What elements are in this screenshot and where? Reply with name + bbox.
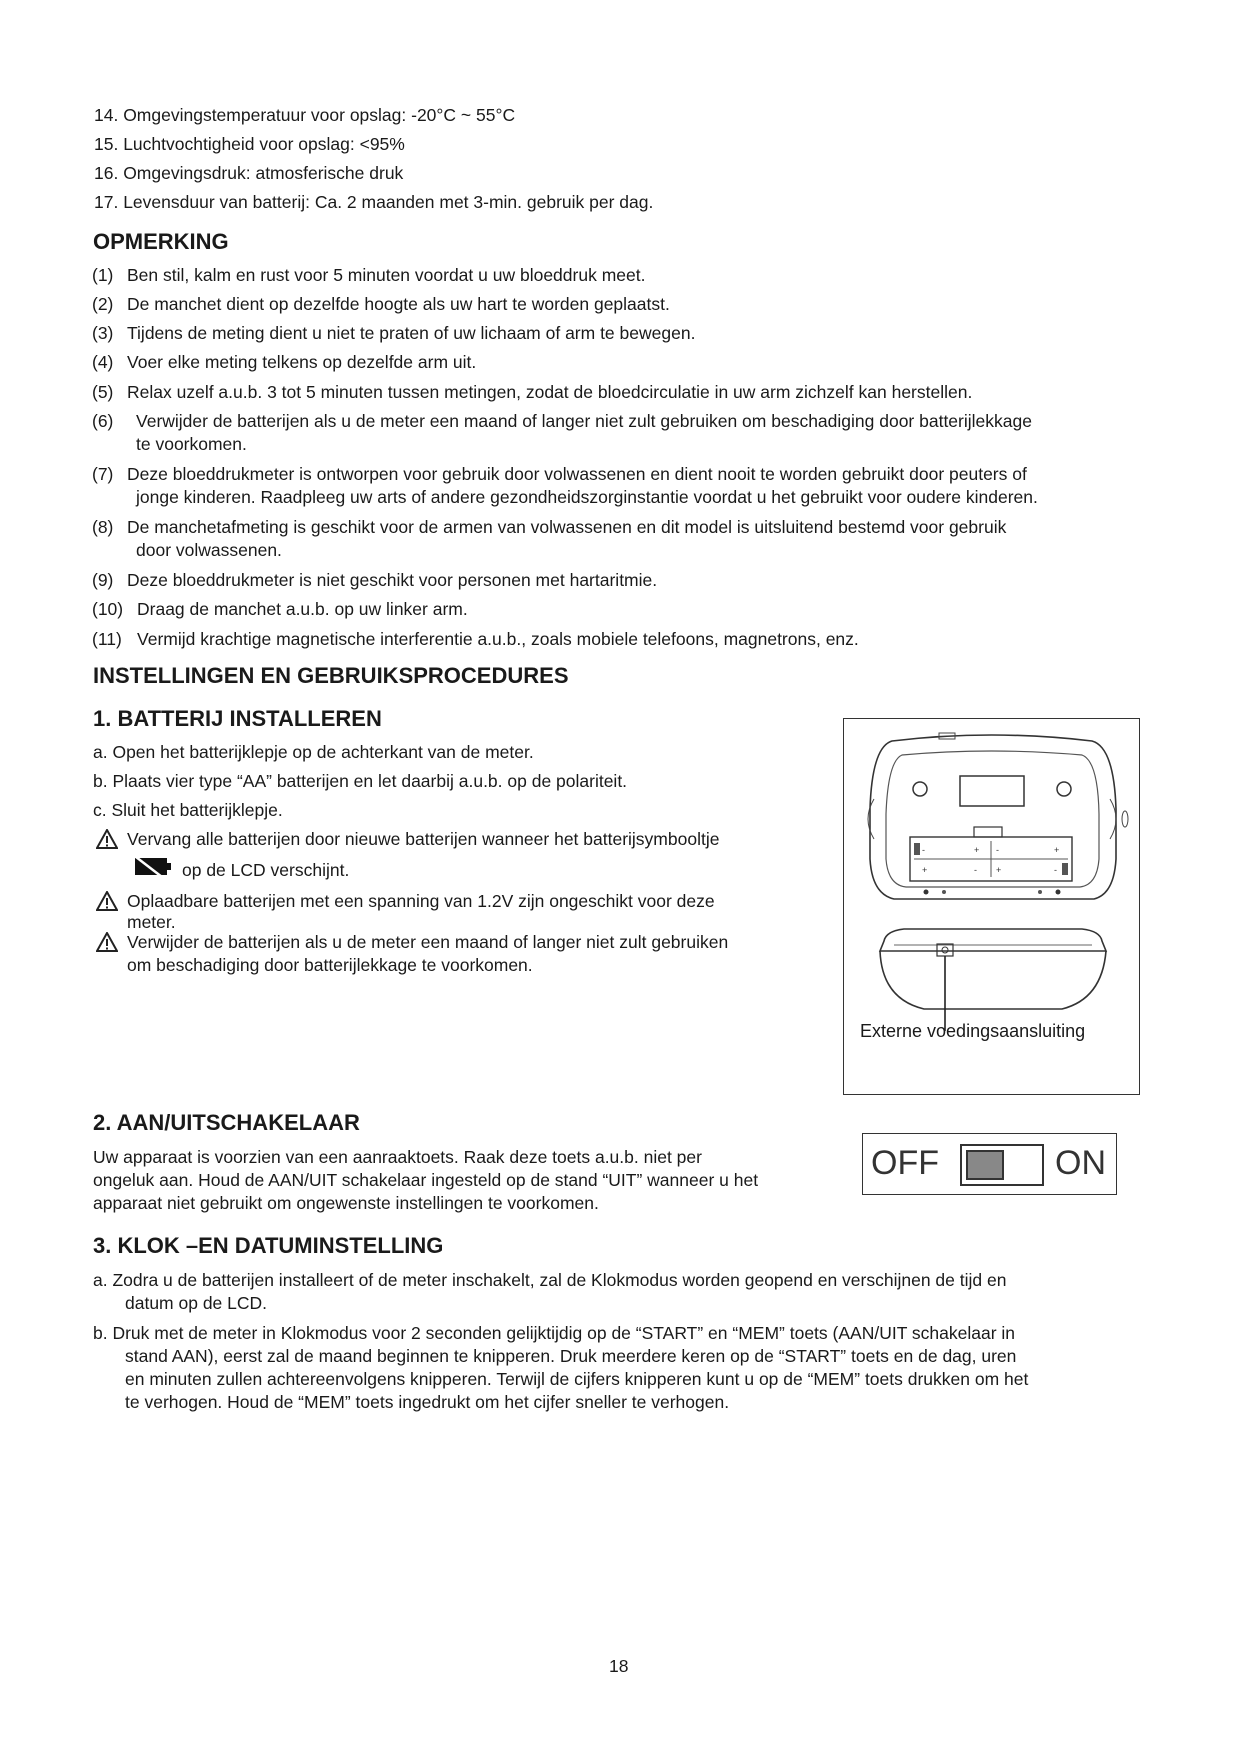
off-on-switch — [862, 1133, 1117, 1195]
note-text: jonge kinderen. Raadpleeg uw arts of andere gezondheidszorginstantie voordat u het gebruikt voor oudere kinderen. — [136, 487, 1038, 507]
switch-knob — [966, 1150, 1004, 1180]
note-text: Voer elke meting telkens op dezelfde arm uit. — [127, 352, 477, 372]
svg-text:-: - — [974, 865, 977, 875]
note-text: Verwijder de batterijen als u de meter een maand of langer niet zult gebruiken om beschadiging door batterijlekkage — [136, 411, 1032, 431]
warning-text: meter. — [127, 912, 176, 932]
klok-step-a: a. Zodra u de batterijen installeert of de meter inschakelt, zal de Klokmodus worden geopend en verschijnen de tijd en — [93, 1270, 1007, 1290]
step-b: b. Plaats vier type “AA” batterijen en let daarbij a.u.b. op de polariteit. — [93, 771, 628, 791]
warning-icon — [96, 891, 118, 911]
klok-step-b: stand AAN), eerst zal de maand beginnen te knipperen. Druk meerdere keren op de “START” toets en de dag, uren — [125, 1346, 1017, 1366]
warning-text: om beschadiging door batterijlekkage te voorkomen. — [127, 955, 533, 975]
note-text: De manchet dient op dezelfde hoogte als uw hart te worden geplaatst. — [127, 294, 670, 314]
svg-text:-: - — [922, 845, 925, 855]
note-text: te voorkomen. — [136, 434, 247, 454]
svg-text:-: - — [1054, 865, 1057, 875]
warning-text: Oplaadbare batterijen met een spanning van 1.2V zijn ongeschikt voor deze — [127, 891, 715, 911]
note-text: Ben stil, kalm en rust voor 5 minuten voordat u uw bloeddruk meet. — [127, 265, 646, 285]
note-text: De manchetafmeting is geschikt voor de armen van volwassenen en dit model is uitsluitend bestemd voor gebruik — [127, 517, 1007, 537]
figure-caption: Externe voedingsaansluiting — [860, 1021, 1086, 1041]
note-number: (11) — [92, 629, 122, 649]
step-c: c. Sluit het batterijklepje. — [93, 800, 283, 820]
switch-track — [960, 1144, 1044, 1186]
note-number: (8) — [92, 517, 114, 537]
warning-text: Vervang alle batterijen door nieuwe batterijen wanneer het batterijsymbooltje — [127, 829, 720, 849]
schakelaar-text: Uw apparaat is voorzien van een aanraaktoets. Raak deze toets a.u.b. niet per — [93, 1147, 702, 1167]
low-battery-icon — [132, 853, 172, 879]
warning-icon — [96, 829, 118, 849]
note-number: (1) — [92, 265, 114, 285]
warning-text: Verwijder de batterijen als u de meter een maand of langer niet zult gebruiken — [127, 932, 729, 952]
note-text: Deze bloeddrukmeter is ontworpen voor gebruik door volwassenen en dient nooit te worden gebruikt door peuters of — [127, 464, 1027, 484]
note-number: (7) — [92, 464, 114, 484]
batterij-heading: 1. BATTERIJ INSTALLEREN — [93, 706, 382, 731]
klok-step-b: b. Druk met de meter in Klokmodus voor 2 seconden gelijktijdig op de “START” en “MEM” toets (AAN/UIT schakelaar in — [93, 1323, 1016, 1343]
on-label: ON — [1055, 1144, 1106, 1182]
klok-heading: 3. KLOK –EN DATUMINSTELLING — [93, 1233, 444, 1258]
opmerking-heading: OPMERKING — [93, 229, 229, 254]
note-text: Draag de manchet a.u.b. op uw linker arm. — [137, 599, 468, 619]
note-number: (5) — [92, 382, 114, 402]
svg-text:+: + — [974, 845, 980, 855]
note-text: Vermijd krachtige magnetische interferentie a.u.b., zoals mobiele telefoons, magnetrons, enz. — [137, 629, 859, 649]
spec-16: 16. Omgevingsdruk: atmosferische druk — [94, 163, 404, 183]
note-number: (2) — [92, 294, 114, 314]
klok-step-b: en minuten zullen achtereenvolgens knipperen. Terwijl de cijfers knipperen kunt u op de “MEM” toets drukken om het — [125, 1369, 1029, 1389]
note-number: (9) — [92, 570, 114, 590]
spec-15: 15. Luchtvochtigheid voor opslag: <95% — [94, 134, 405, 154]
note-text: Relax uzelf a.u.b. 3 tot 5 minuten tussen metingen, zodat de bloedcirculatie in uw arm zichzelf kan herstellen. — [127, 382, 973, 402]
step-a: a. Open het batterijklepje op de achterkant van de meter. — [93, 742, 534, 762]
note-number: (10) — [92, 599, 124, 619]
note-number: (3) — [92, 323, 114, 343]
note-number: (6) — [92, 411, 114, 431]
page-number: 18 — [609, 1656, 629, 1676]
spec-17: 17. Levensduur van batterij: Ca. 2 maanden met 3-min. gebruik per dag. — [94, 192, 654, 212]
warning-text: op de LCD verschijnt. — [182, 860, 350, 880]
warning-icon — [96, 932, 118, 952]
schakelaar-text: apparaat niet gebruikt om ongewenste instellingen te voorkomen. — [93, 1193, 599, 1213]
note-text: Tijdens de meting dient u niet te praten of uw lichaam of arm te bewegen. — [127, 323, 696, 343]
schakelaar-text: ongeluk aan. Houd de AAN/UIT schakelaar ingesteld op de stand “UIT” wanneer u het — [93, 1170, 759, 1190]
svg-text:-: - — [996, 845, 999, 855]
klok-step-a: datum op de LCD. — [125, 1293, 268, 1313]
instellingen-heading: INSTELLINGEN EN GEBRUIKSPROCEDURES — [93, 663, 569, 688]
off-label: OFF — [871, 1144, 939, 1182]
schakelaar-heading: 2. AAN/UITSCHAKELAAR — [93, 1110, 360, 1135]
note-number: (4) — [92, 352, 114, 372]
battery-figure — [843, 718, 1140, 1095]
spec-14: 14. Omgevingstemperatuur voor opslag: -20°C ~ 55°C — [94, 105, 516, 125]
note-text: Deze bloeddrukmeter is niet geschikt voor personen met hartaritmie. — [127, 570, 658, 590]
svg-text:+: + — [996, 865, 1002, 875]
svg-text:+: + — [1054, 845, 1060, 855]
note-text: door volwassenen. — [136, 540, 282, 560]
klok-step-b: te verhogen. Houd de “MEM” toets ingedrukt om het cijfer sneller te verhogen. — [125, 1392, 730, 1412]
svg-text:+: + — [922, 865, 928, 875]
